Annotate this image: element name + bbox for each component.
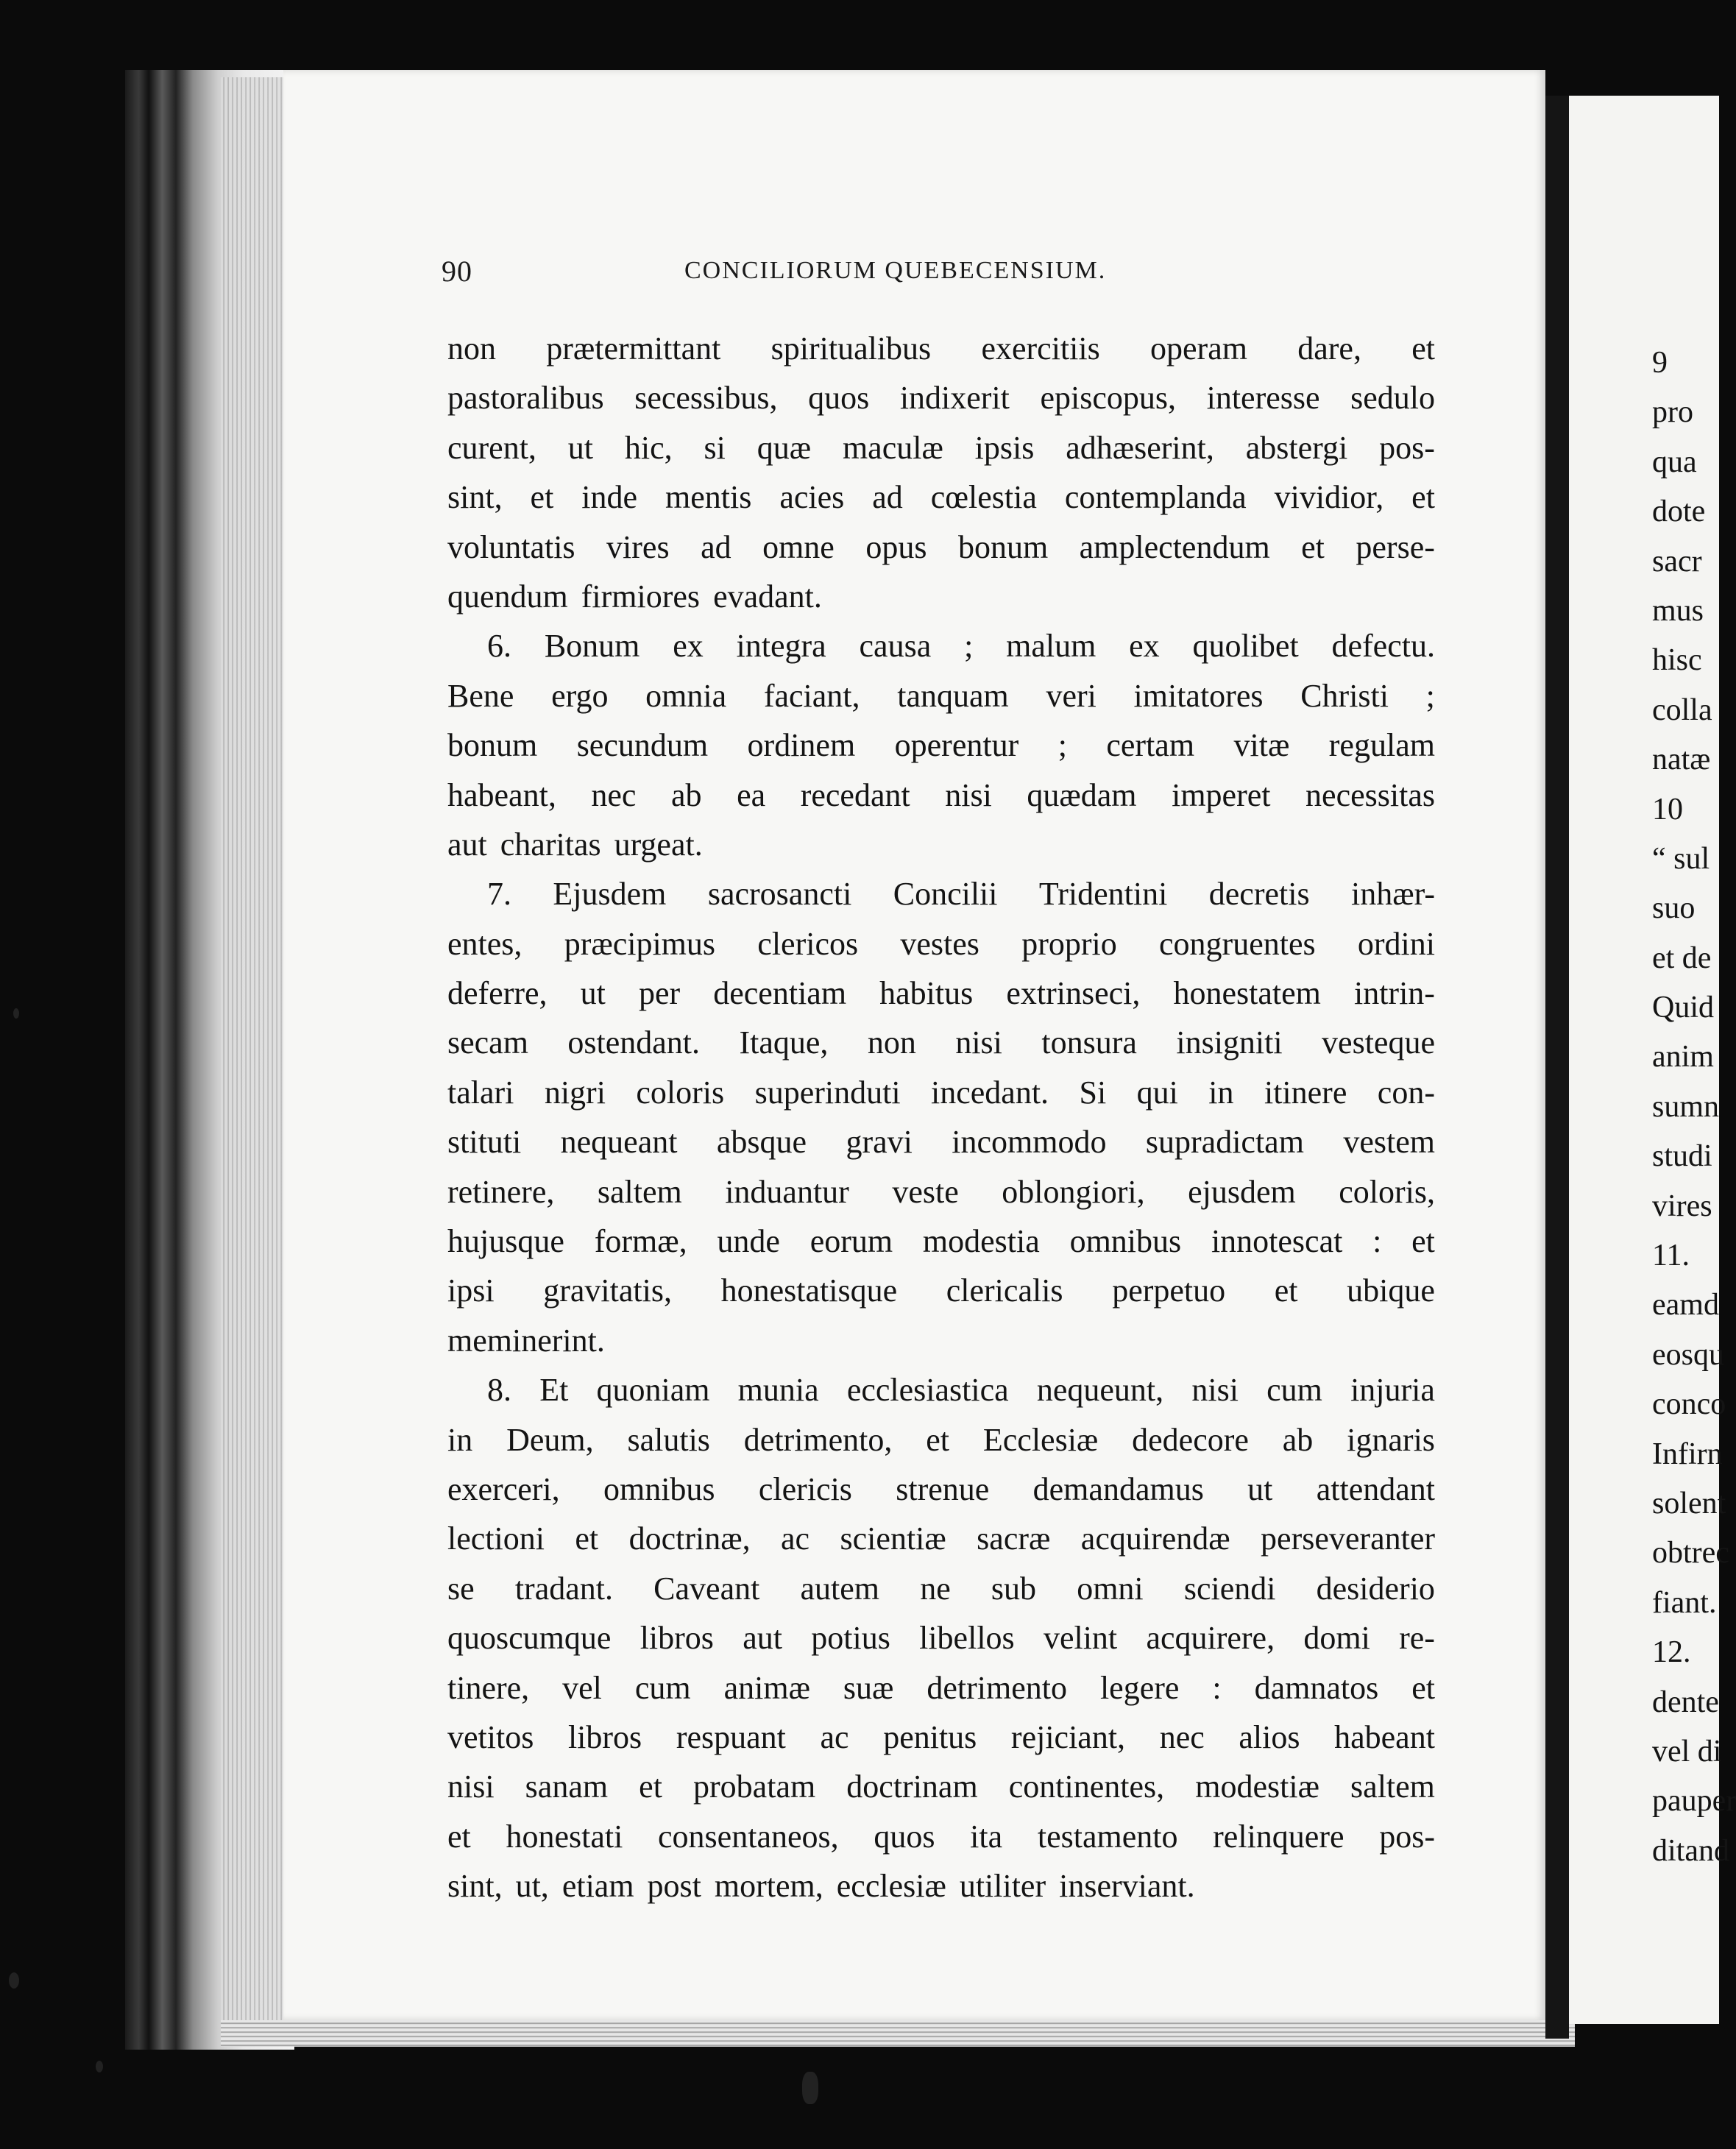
text-line: lectioni et doctrinæ, ac scientiæ sacræ acquirendæ perseveranter	[447, 1520, 1435, 1557]
text-line: voluntatis vires ad omne opus bonum amplectendum et perse-	[447, 528, 1435, 565]
text-line: tinere, vel cum animæ suæ detrimento legere : damnatos et	[447, 1669, 1435, 1706]
text-line: quoscumque libros aut potius libellos velint acquirere, domi re-	[447, 1620, 1435, 1657]
facing-text-line: vires	[1652, 1189, 1712, 1223]
facing-text-line: solent	[1652, 1486, 1726, 1520]
facing-text-line: suo	[1652, 891, 1696, 926]
text-line: curent, ut hic, si quæ maculæ ipsis adhæserint, abstergi pos-	[447, 429, 1435, 466]
scan-speck	[802, 2072, 818, 2104]
facing-text-line: hisc	[1652, 643, 1702, 678]
facing-text-line: qua	[1652, 445, 1697, 479]
text-line: sint, ut, etiam post mortem, ecclesiæ utiliter inserviant.	[447, 1868, 1195, 1905]
facing-text-line: dote	[1652, 495, 1706, 529]
text-line: talari nigri coloris superinduti incedant. Si qui in itinere con-	[447, 1074, 1435, 1111]
body-text	[447, 324, 1435, 1911]
text-line: quendum firmiores evadant.	[447, 578, 822, 615]
text-line: sint, et inde mentis acies ad cœlestia contemplanda vividior, et	[447, 479, 1435, 516]
text-line: retinere, saltem induantur veste oblongiori, ejusdem coloris,	[447, 1173, 1435, 1210]
page-stack-edge	[221, 77, 287, 2035]
text-line: pastoralibus secessibus, quos indixerit episcopus, interesse sedulo	[447, 380, 1435, 417]
text-line: Bene ergo omnia faciant, tanquam veri imitatores Christi ;	[447, 677, 1435, 714]
facing-text-line: eamd	[1652, 1288, 1719, 1323]
text-line: 6. Bonum ex integra causa ; malum ex quolibet defectu.	[487, 628, 1435, 665]
scan-speck	[13, 1008, 19, 1019]
book-gutter	[1545, 96, 1569, 2039]
facing-text-line: ditand	[1652, 1833, 1729, 1868]
facing-text-line: colla	[1652, 693, 1712, 727]
scan-background	[1641, 0, 1719, 96]
facing-text-line: Infirn	[1652, 1437, 1723, 1471]
facing-text-line: “ sul	[1652, 841, 1710, 876]
facing-text-line: eosqu	[1652, 1337, 1724, 1372]
text-line: meminerint.	[447, 1322, 605, 1359]
text-line: 8. Et quoniam munia ecclesiastica nequeunt, nisi cum injuria	[487, 1372, 1435, 1409]
facing-page-text	[1652, 339, 1736, 1876]
running-head	[442, 254, 1472, 291]
facing-text-line: 9	[1652, 346, 1668, 380]
page-stack-bottom	[221, 2020, 1575, 2047]
text-line: vetitos libros respuant ac penitus rejiciant, nec alios habeant	[447, 1718, 1435, 1755]
text-line: aut charitas urgeat.	[447, 826, 703, 863]
text-line: nisi sanam et probatam doctrinam continentes, modestiæ saltem	[447, 1769, 1435, 1805]
facing-text-line: fiant.	[1652, 1585, 1717, 1620]
facing-text-line: sumn	[1652, 1089, 1720, 1124]
text-line: se tradant. Caveant autem ne sub omni sciendi desiderio	[447, 1570, 1435, 1607]
page-number: 90	[442, 255, 472, 288]
facing-text-line: 10	[1652, 792, 1683, 826]
text-line: ipsi gravitatis, honestatisque clericalis perpetuo et ubique	[447, 1272, 1435, 1309]
scan-speck	[96, 2061, 103, 2072]
running-title: CONCILIORUM QUEBECENSIUM.	[684, 257, 1107, 284]
text-line: stituti nequeant absque gravi incommodo supradictam vestem	[447, 1124, 1435, 1161]
text-line: deferre, ut per decentiam habitus extrinseci, honestatem intrin-	[447, 975, 1435, 1012]
facing-text-line: sacr	[1652, 544, 1702, 578]
text-line: in Deum, salutis detrimento, et Ecclesiæ dedecore ab ignaris	[447, 1421, 1435, 1458]
facing-text-line: pro	[1652, 395, 1693, 430]
facing-text-line: mus	[1652, 593, 1704, 628]
facing-text-line: 12.	[1652, 1635, 1691, 1670]
scan-speck	[9, 1972, 19, 1989]
text-line: hujusque formæ, unde eorum modestia omnibus innotescat : et	[447, 1223, 1435, 1260]
text-line: et honestati consentaneos, quos ita testamento relinquere pos-	[447, 1818, 1435, 1855]
facing-text-line: natæ	[1652, 743, 1711, 777]
facing-text-line: 11.	[1652, 1239, 1690, 1273]
facing-text-line: studi	[1652, 1139, 1712, 1174]
facing-text-line: dente	[1652, 1685, 1719, 1719]
text-line: exerceri, omnibus clericis strenue demandamus ut attendant	[447, 1470, 1435, 1507]
text-line: 7. Ejusdem sacrosancti Concilii Tridentini decretis inhær-	[487, 876, 1435, 913]
text-line: secam ostendant. Itaque, non nisi tonsura insigniti vesteque	[447, 1024, 1435, 1061]
text-line: non prætermittant spiritualibus exercitiis operam dare, et	[447, 330, 1435, 367]
facing-text-line: anim	[1652, 1040, 1714, 1074]
facing-text-line: conco	[1652, 1387, 1726, 1422]
text-line: bonum secundum ordinem operentur ; certam vitæ regulam	[447, 727, 1435, 764]
facing-text-line: pauper	[1652, 1784, 1736, 1819]
facing-text-line: vel di	[1652, 1734, 1722, 1769]
text-line: entes, præcipimus clericos vestes proprio congruentes ordini	[447, 925, 1435, 962]
facing-text-line: et de	[1652, 941, 1712, 975]
facing-text-line: Quid	[1652, 991, 1714, 1025]
text-line: habeant, nec ab ea recedant nisi quædam imperet necessitas	[447, 776, 1435, 813]
facing-text-line: obtrec	[1652, 1536, 1729, 1571]
